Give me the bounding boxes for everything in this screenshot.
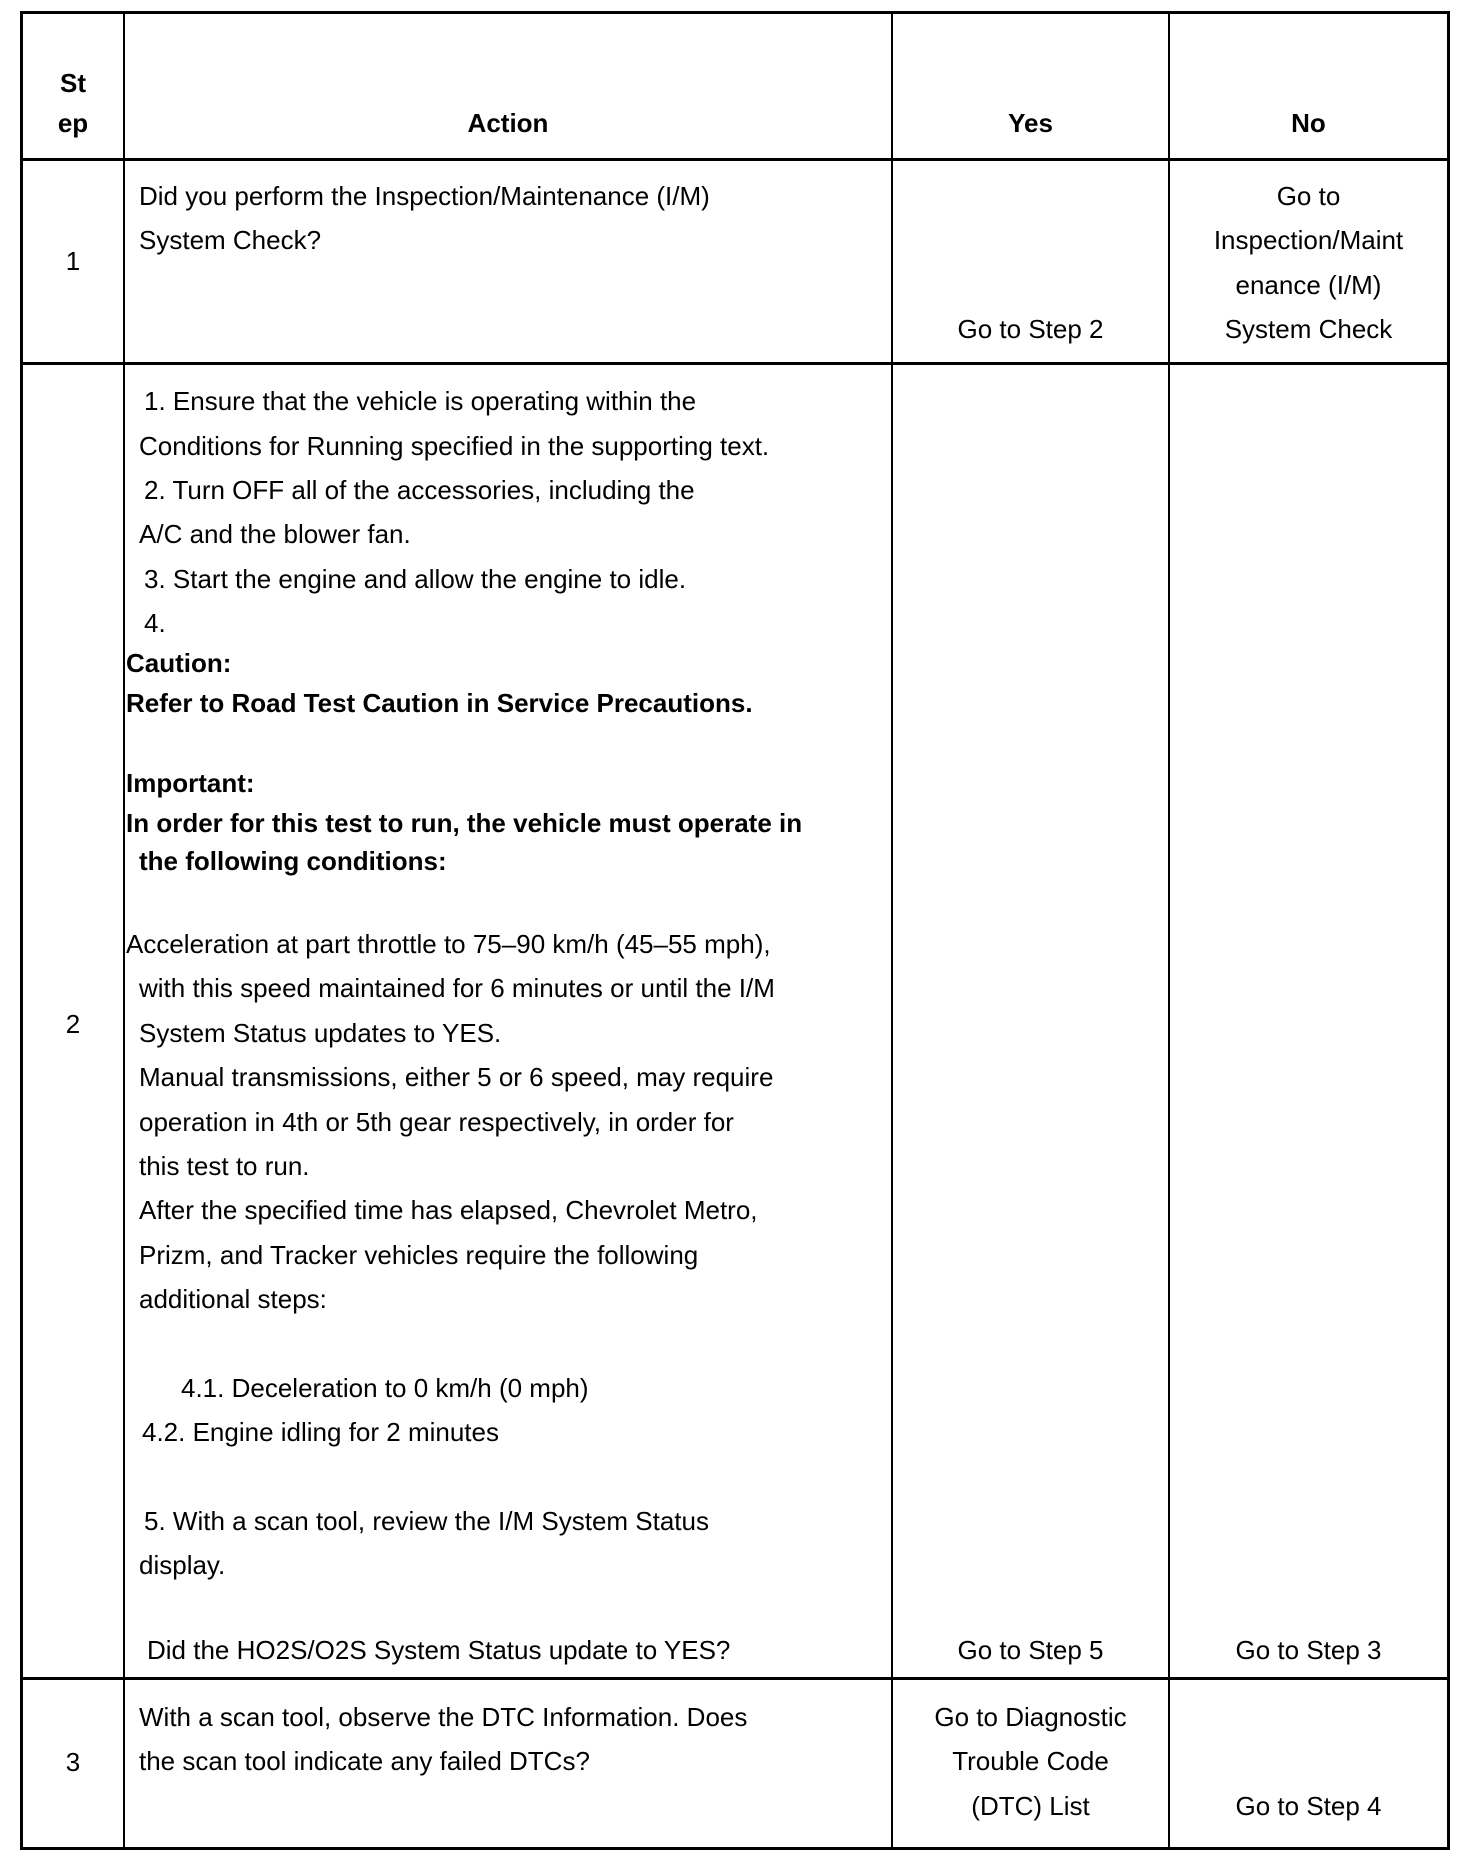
row3-step-number: 3	[65, 1747, 81, 1777]
row1-no-link-line2[interactable]: Inspection/Maint	[1213, 225, 1404, 255]
row2-action-line: Prizm, and Tracker vehicles require the following	[139, 1240, 699, 1270]
row2-action-line: After the specified time has elapsed, Chevrolet Metro,	[139, 1195, 758, 1225]
table-border-top	[20, 11, 1450, 14]
header-no: No	[1291, 108, 1326, 138]
row3-yes-link-line2[interactable]: Trouble Code	[952, 1746, 1109, 1776]
row3-yes-link-line1[interactable]: Go to Diagnostic	[934, 1702, 1127, 1732]
row3-yes-link-line3[interactable]: (DTC) List	[971, 1791, 1090, 1821]
row2-action-line: System Status updates to YES.	[139, 1018, 502, 1048]
row3-action-line2: the scan tool indicate any failed DTCs?	[139, 1746, 590, 1776]
row2-important-label: Important:	[126, 768, 255, 798]
row2-action-line: 5. With a scan tool, review the I/M System Status	[144, 1506, 709, 1536]
row2-important-text-line1: In order for this test to run, the vehicle must operate in	[126, 808, 803, 838]
table-border-bottom	[20, 1847, 1450, 1850]
row1-no-link-line3[interactable]: enance (I/M)	[1235, 270, 1382, 300]
row1-yes-link[interactable]: Go to Step 2	[957, 314, 1104, 344]
row1-action-line1: Did you perform the Inspection/Maintenance (I/M)	[139, 181, 710, 211]
row2-action-line: additional steps:	[139, 1284, 327, 1314]
row2-action-line: 3. Start the engine and allow the engine to idle.	[144, 564, 687, 594]
row2-action-line: Acceleration at part throttle to 75–90 km/h (45–55 mph),	[126, 929, 771, 959]
row2-action-line: with this speed maintained for 6 minutes or until the I/M	[139, 973, 775, 1003]
column-divider-step	[123, 12, 125, 1850]
row1-no-link-line4[interactable]: System Check	[1224, 314, 1393, 344]
row2-action-substep: 4.1. Deceleration to 0 km/h (0 mph)	[181, 1373, 589, 1403]
row2-no-link[interactable]: Go to Step 3	[1235, 1635, 1382, 1665]
row2-action-line: display.	[139, 1550, 226, 1580]
row-divider-1	[20, 362, 1450, 365]
row-divider-header	[20, 158, 1450, 161]
row2-question: Did the HO2S/O2S System Status update to YES?	[147, 1635, 731, 1665]
row2-action-line: Conditions for Running specified in the supporting text.	[139, 431, 770, 461]
row3-action-line1: With a scan tool, observe the DTC Information. Does	[139, 1702, 748, 1732]
column-divider-action	[891, 12, 893, 1850]
row1-action-line2: System Check?	[139, 225, 322, 255]
header-step-line2: ep	[57, 108, 89, 138]
row2-action-line: operation in 4th or 5th gear respectively, in order for	[139, 1107, 734, 1137]
header-yes: Yes	[1008, 108, 1053, 138]
row2-yes-link[interactable]: Go to Step 5	[957, 1635, 1104, 1665]
row2-important-text-line2: the following conditions:	[139, 846, 447, 876]
row2-action-line: Manual transmissions, either 5 or 6 speed, may require	[139, 1062, 774, 1092]
table-border-right	[1447, 12, 1450, 1850]
row3-no-link[interactable]: Go to Step 4	[1235, 1791, 1382, 1821]
row2-action-line: this test to run.	[139, 1151, 310, 1181]
header-step-line1: St	[60, 68, 86, 98]
row2-action-line: 2. Turn OFF all of the accessories, including the	[144, 475, 695, 505]
row2-caution-label: Caution:	[126, 648, 232, 678]
row1-no-link-line1[interactable]: Go to	[1276, 181, 1341, 211]
row2-action-line: 4.	[144, 608, 166, 638]
row1-step-number: 1	[65, 246, 81, 276]
row2-action-line: 1. Ensure that the vehicle is operating within the	[144, 386, 697, 416]
header-action: Action	[467, 108, 549, 138]
row2-step-number: 2	[65, 1009, 81, 1039]
row-divider-2	[20, 1677, 1450, 1680]
row2-action-substep: 4.2. Engine idling for 2 minutes	[142, 1417, 499, 1447]
row2-action-line: A/C and the blower fan.	[139, 519, 411, 549]
table-border-left	[20, 12, 23, 1850]
row2-caution-text: Refer to Road Test Caution in Service Precautions.	[126, 688, 753, 718]
